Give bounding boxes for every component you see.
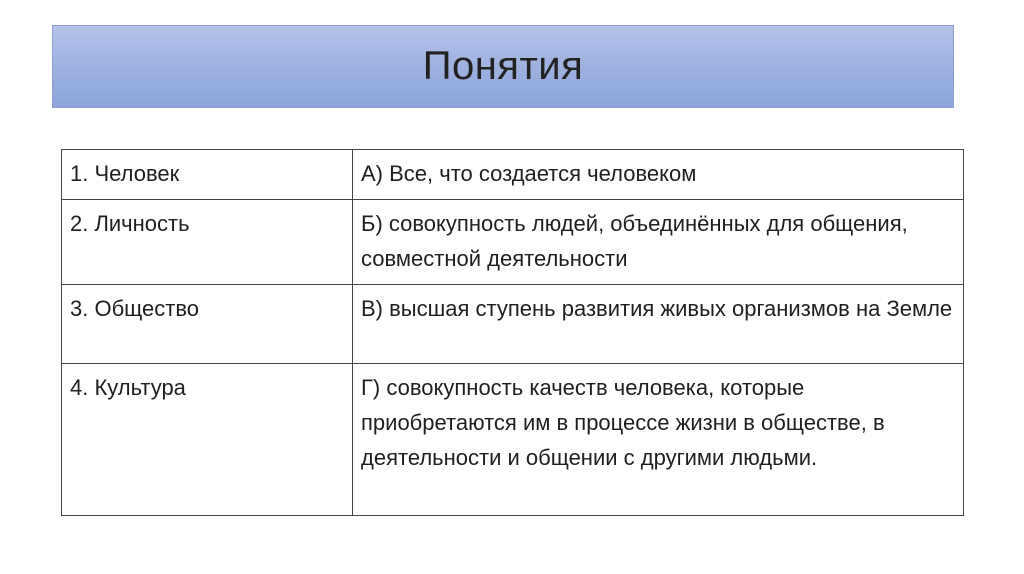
table-row (62, 200, 964, 285)
definition-cell: Б) совокупность людей, объединённых для общения, совместной деятельности (353, 200, 964, 285)
term-cell: 4. Культура (62, 364, 353, 516)
table-row (62, 285, 964, 364)
term-cell: 2. Личность (62, 200, 353, 285)
term-cell: 3. Общество (62, 285, 353, 364)
table-row (62, 150, 964, 200)
title-banner (52, 25, 954, 108)
definition-cell: А) Все, что создается человеком (353, 150, 964, 200)
definition-cell: Г) совокупность качеств человека, которые приобретаются им в процессе жизни в обществе, в деятельности и общении с другими людьми. (353, 364, 964, 516)
term-cell: 1. Человек (62, 150, 353, 200)
concepts-table (61, 149, 964, 516)
definition-cell: В) высшая ступень развития живых организмов на Земле (353, 285, 964, 364)
table-row (62, 364, 964, 516)
slide-title: Понятия (422, 44, 584, 88)
